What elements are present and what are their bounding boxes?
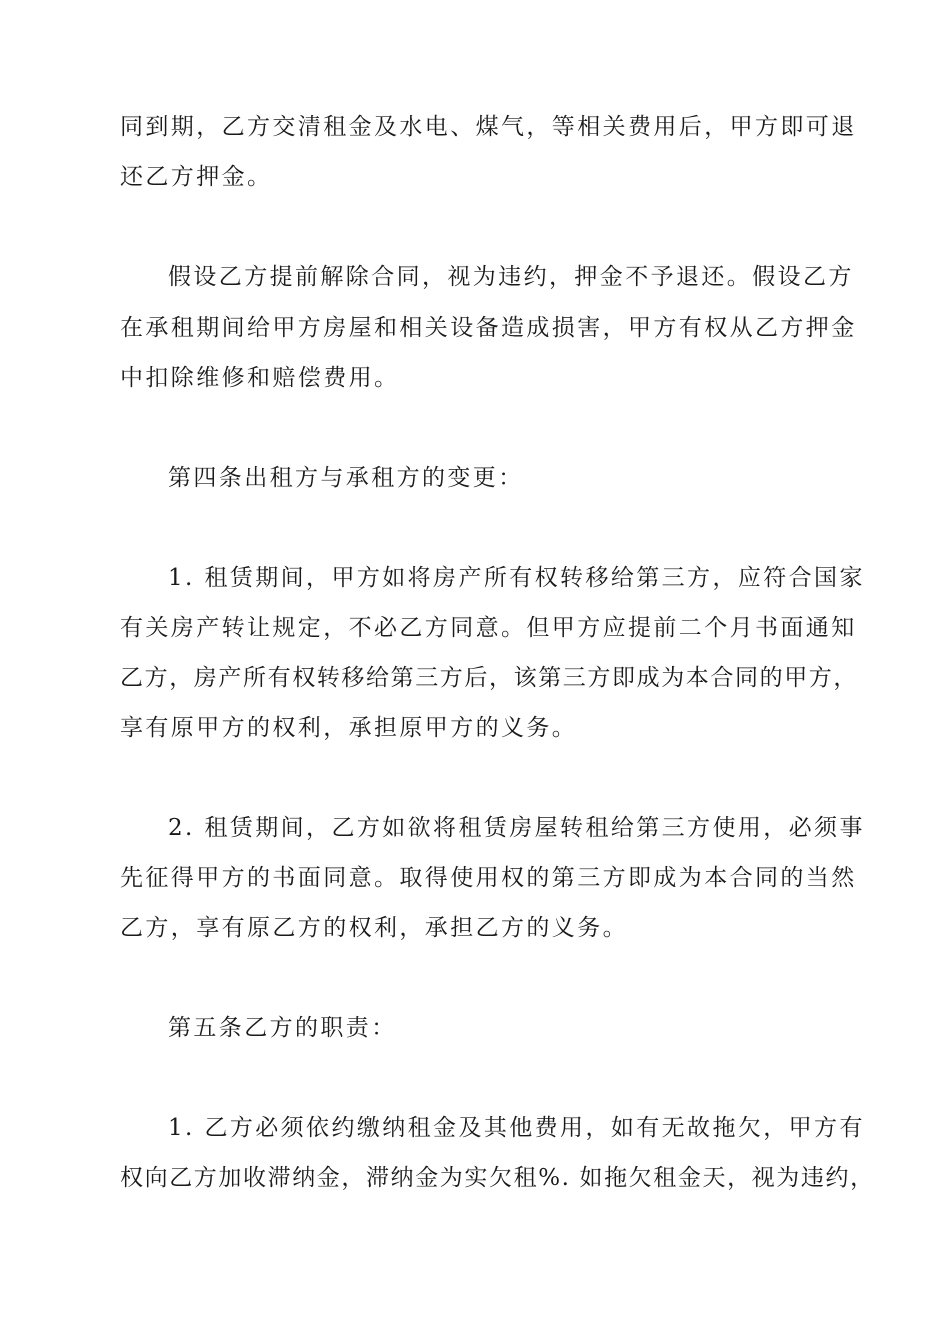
paragraph-line: 2. 租赁期间，乙方如欲将租赁房屋转租给第三方使用，必须事 (168, 815, 865, 841)
paragraph-line: 乙方，房产所有权转移给第三方后，该第三方即成为本合同的甲方， (120, 665, 858, 691)
section-heading: 第五条乙方的职责： (168, 1015, 397, 1041)
section-heading: 第四条出租方与承租方的变更： (168, 465, 524, 491)
paragraph-line: 有关房产转让规定，不必乙方同意。但甲方应提前二个月书面通知 (120, 615, 857, 641)
paragraph-line: 享有原甲方的权利，承担原甲方的义务。 (120, 715, 578, 741)
paragraph-line: 还乙方押金。 (120, 164, 273, 190)
paragraph-line: 中扣除维修和赔偿费用。 (120, 365, 400, 391)
paragraph-line: 在承租期间给甲方房屋和相关设备造成损害，甲方有权从乙方押金 (120, 315, 857, 341)
paragraph-line: 先征得甲方的书面同意。取得使用权的第三方即成为本合同的当然 (120, 865, 857, 891)
paragraph-line: 权向乙方加收滞纳金，滞纳金为实欠租%. 如拖欠租金天，视为违约， (120, 1165, 875, 1191)
paragraph-line: 1. 乙方必须依约缴纳租金及其他费用，如有无故拖欠，甲方有 (168, 1115, 865, 1141)
paragraph-line: 乙方，享有原乙方的权利，承担乙方的义务。 (120, 915, 628, 941)
paragraph-line: 同到期，乙方交清租金及水电、煤气，等相关费用后，甲方即可退 (120, 114, 857, 140)
paragraph-line: 1. 租赁期间，甲方如将房产所有权转移给第三方，应符合国家 (168, 565, 865, 591)
paragraph-line: 假设乙方提前解除合同，视为违约，押金不予退还。假设乙方 (168, 264, 854, 290)
